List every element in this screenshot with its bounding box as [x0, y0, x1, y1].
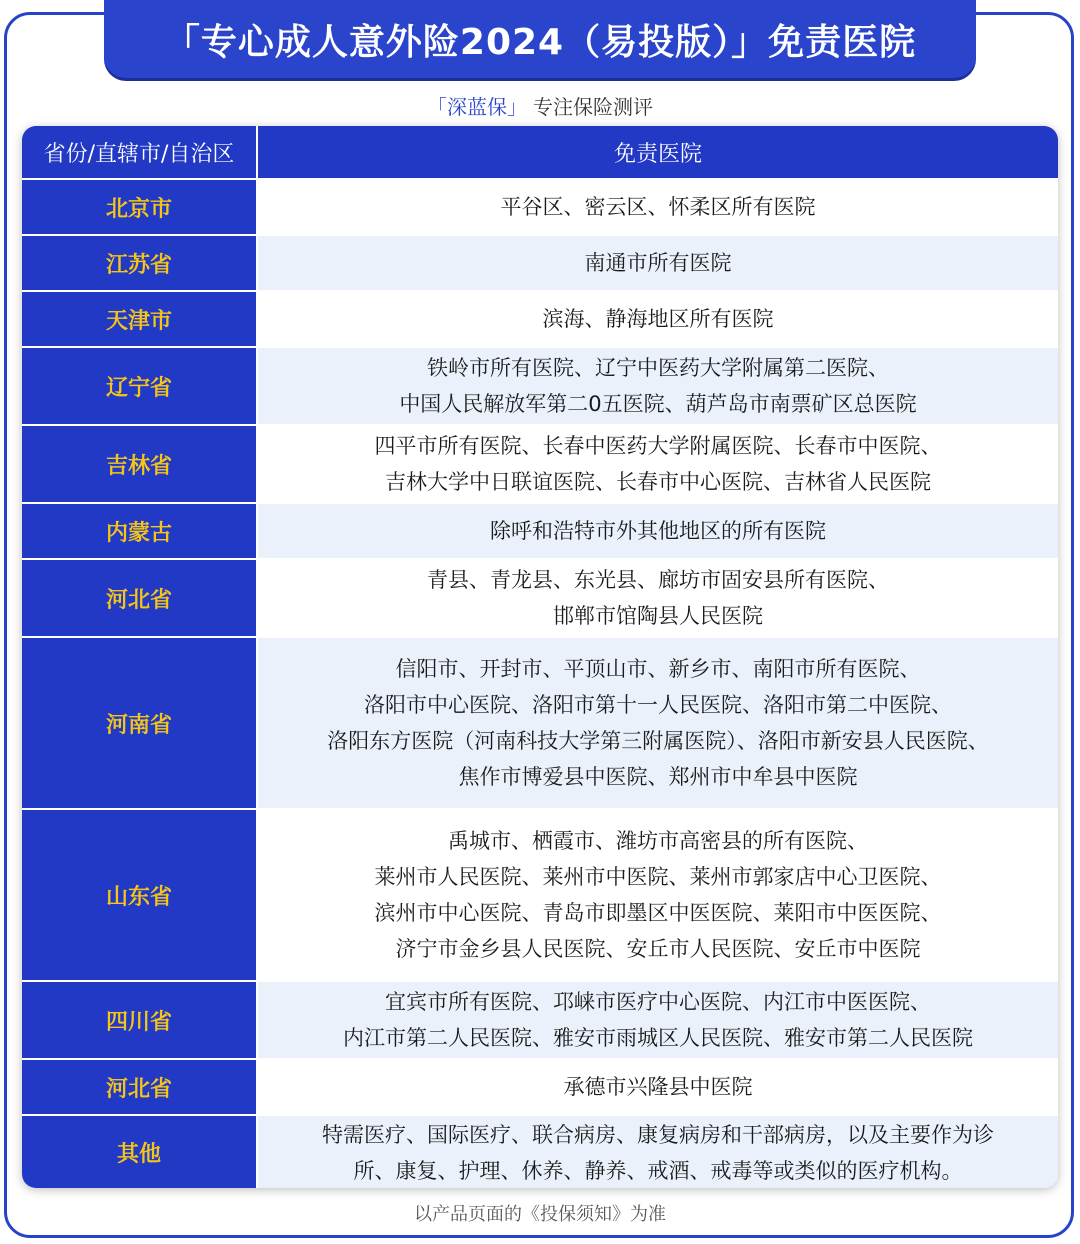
subtitle-text: 专注保险测评	[533, 94, 653, 119]
brand-name: 「深蓝保」	[427, 94, 527, 119]
hospital-cell	[257, 291, 1058, 347]
hospital-cell	[257, 637, 1058, 809]
province-cell: 北京市	[22, 179, 257, 235]
header-hospitals: 免责医院	[257, 126, 1058, 179]
table-row	[22, 179, 1058, 235]
province-cell: 其他	[22, 1115, 257, 1188]
province-cell: 河北省	[22, 559, 257, 637]
hospital-line: 邯郸市馆陶县人民医院	[553, 604, 763, 628]
hospital-cell	[257, 809, 1058, 981]
table-row	[22, 347, 1058, 425]
hospital-line: 四平市所有医院、长春中医药大学附属医院、长春市中医院、	[374, 434, 942, 458]
hospital-line: 焦作市博爱县中医院、郑州市中牟县中医院	[458, 765, 858, 789]
hospital-cell	[257, 559, 1058, 637]
hospital-cell	[257, 981, 1058, 1059]
hospital-cell	[257, 1115, 1058, 1188]
table-header-row	[22, 126, 1058, 179]
table-row	[22, 809, 1058, 981]
page-title: 「专心成人意外险2024（易投版）」免责医院	[104, 0, 976, 78]
hospital-line: 禹城市、栖霞市、潍坊市高密县的所有医院、	[448, 829, 868, 853]
table-row	[22, 425, 1058, 503]
province-cell: 山东省	[22, 809, 257, 981]
hospital-line: 莱州市人民医院、莱州市中医院、莱州市郭家店中心卫医院、	[374, 865, 942, 889]
table-row	[22, 637, 1058, 809]
header-province: 省份/直辖市/自治区	[22, 126, 257, 179]
exclusion-table	[22, 126, 1058, 1188]
footer-note: 以产品页面的《投保须知》为准	[414, 1204, 666, 1225]
hospital-line: 中国人民解放军第二0五医院、葫芦岛市南票矿区总医院	[399, 392, 917, 416]
subtitle	[0, 88, 1080, 122]
hospital-line: 平谷区、密云区、怀柔区所有医院	[500, 195, 816, 219]
hospital-cell	[257, 347, 1058, 425]
province-cell: 吉林省	[22, 425, 257, 503]
hospital-line: 吉林大学中日联谊医院、长春市中心医院、吉林省人民医院	[385, 470, 931, 494]
table-row	[22, 1115, 1058, 1188]
table-row	[22, 981, 1058, 1059]
table-row	[22, 235, 1058, 291]
hospital-line: 所、康复、护理、休养、静养、戒酒、戒毒等或类似的医疗机构。	[353, 1158, 963, 1183]
hospital-line: 南通市所有医院	[584, 251, 732, 275]
province-cell: 天津市	[22, 291, 257, 347]
hospital-line: 青县、青龙县、东光县、廊坊市固安县所有医院、	[427, 568, 889, 592]
hospital-line: 宜宾市所有医院、邛崃市医疗中心医院、内江市中医医院、	[385, 990, 931, 1014]
hospital-cell	[257, 1059, 1058, 1115]
table-row	[22, 291, 1058, 347]
table-row	[22, 1059, 1058, 1115]
province-cell: 四川省	[22, 981, 257, 1059]
hospital-line: 滨州市中心医院、青岛市即墨区中医医院、莱阳市中医医院、	[374, 901, 942, 925]
hospital-line: 信阳市、开封市、平顶山市、新乡市、南阳市所有医院、	[395, 657, 921, 681]
province-cell: 江苏省	[22, 235, 257, 291]
hospital-cell	[257, 503, 1058, 559]
hospital-line: 铁岭市所有医院、辽宁中医药大学附属第二医院、	[427, 356, 889, 380]
hospital-line: 内江市第二人民医院、雅安市雨城区人民医院、雅安市第二人民医院	[343, 1026, 973, 1050]
hospital-line: 除呼和浩特市外其他地区的所有医院	[490, 519, 826, 543]
hospital-line: 济宁市金乡县人民医院、安丘市人民医院、安丘市中医院	[395, 937, 921, 961]
hospital-cell	[257, 179, 1058, 235]
hospital-line: 承德市兴隆县中医院	[563, 1075, 753, 1099]
hospital-line: 特需医疗、国际医疗、联合病房、康复病房和干部病房，以及主要作为诊	[322, 1122, 994, 1147]
table-row	[22, 503, 1058, 559]
hospital-line: 洛阳市中心医院、洛阳市第十一人民医院、洛阳市第二中医院、	[364, 693, 952, 717]
province-cell: 辽宁省	[22, 347, 257, 425]
hospital-line: 洛阳东方医院（河南科技大学第三附属医院）、洛阳市新安县人民医院、	[327, 729, 989, 753]
province-cell: 河北省	[22, 1059, 257, 1115]
table-row	[22, 559, 1058, 637]
province-cell: 内蒙古	[22, 503, 257, 559]
province-cell: 河南省	[22, 637, 257, 809]
hospital-cell	[257, 425, 1058, 503]
hospital-line: 滨海、静海地区所有医院	[542, 307, 774, 331]
hospital-cell	[257, 235, 1058, 291]
